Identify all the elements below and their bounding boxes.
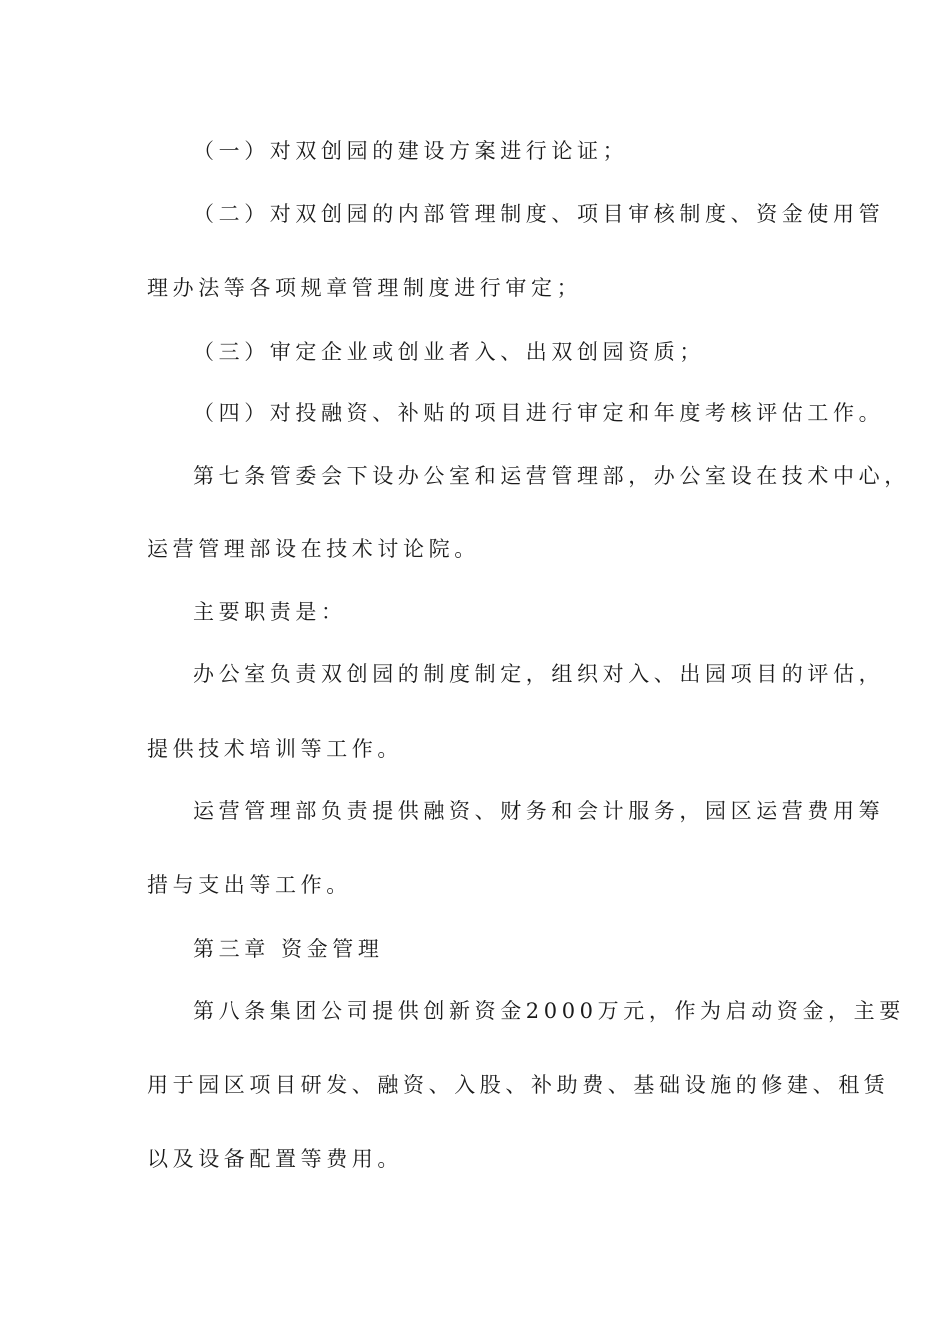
paragraph-line: 提供技术培训等工作。 [147, 737, 403, 761]
paragraph-line: 以及设备配置等费用。 [147, 1147, 403, 1171]
section-heading: 第三章 资金管理 [193, 937, 384, 961]
paragraph-line: 第七条管委会下设办公室和运营管理部，办公室设在技术中心， [193, 464, 910, 488]
paragraph-line: 第八条集团公司提供创新资金2000万元，作为启动资金，主要 [193, 999, 905, 1023]
paragraph-line: 主要职责是： [193, 600, 347, 624]
paragraph-line: 用于园区项目研发、融资、入股、补助费、基础设施的修建、租赁 [147, 1073, 890, 1097]
paragraph-line: 办公室负责双创园的制度制定，组织对入、出园项目的评估， [193, 662, 885, 686]
paragraph-line: （四）对投融资、补贴的项目进行审定和年度考核评估工作。 [193, 401, 885, 425]
paragraph-line: 措与支出等工作。 [147, 873, 352, 897]
paragraph-line: 理办法等各项规章管理制度进行审定； [147, 276, 583, 300]
paragraph-line: （一）对双创园的建设方案进行论证； [193, 139, 629, 163]
paragraph-line: 运营管理部设在技术讨论院。 [147, 537, 480, 561]
paragraph-line: （二）对双创园的内部管理制度、项目审核制度、资金使用管 [193, 202, 885, 226]
paragraph-line: 运营管理部负责提供融资、财务和会计服务，园区运营费用筹 [193, 799, 885, 823]
paragraph-line: （三）审定企业或创业者入、出双创园资质； [193, 340, 705, 364]
